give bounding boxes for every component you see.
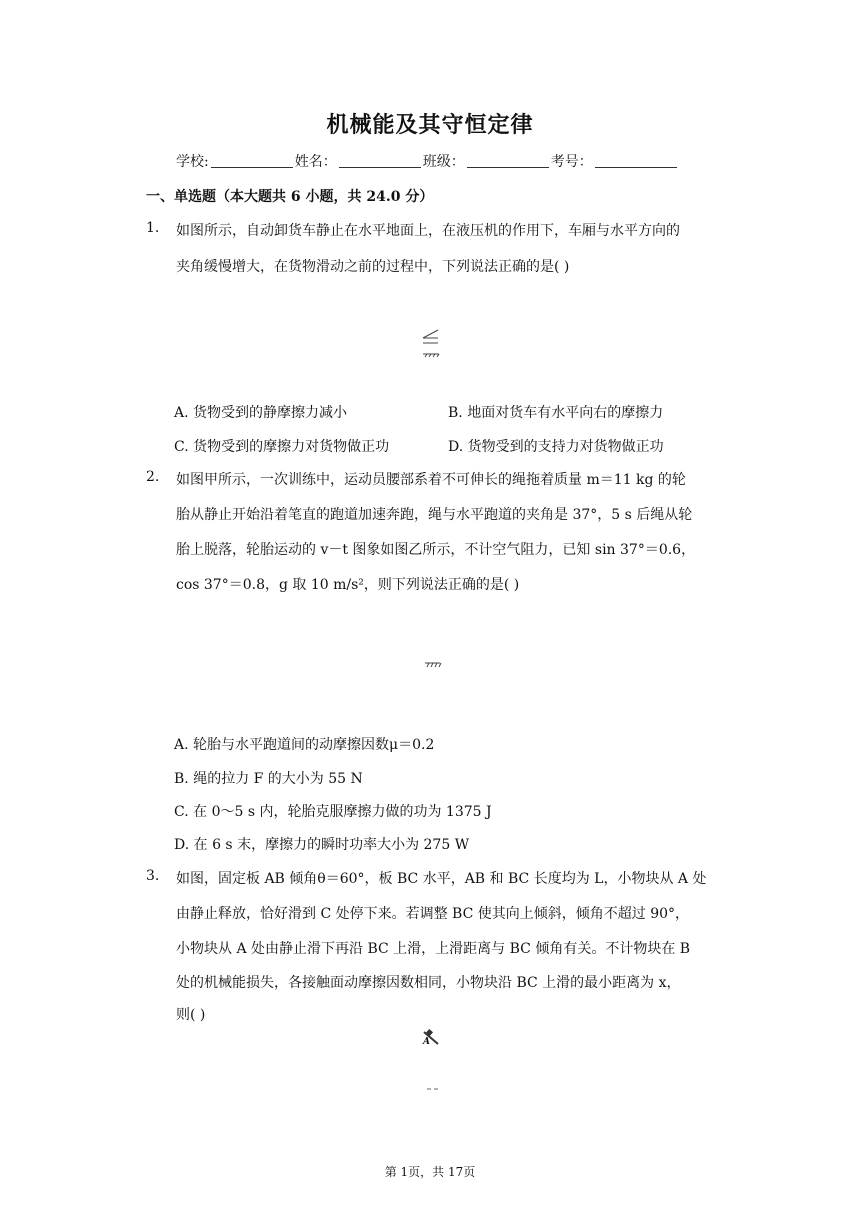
question-text-line: 如图甲所示，一次训练中，运动员腰部系着不可伸长的绳拖着质量 m＝11 kg 的轮 bbox=[176, 472, 686, 488]
question-text-line: 如图所示，自动卸货车静止在水平地面上，在液压机的作用下，车厢与水平方向的 bbox=[176, 223, 680, 239]
name-label: 姓名： bbox=[294, 154, 337, 170]
question-text-line: 则( ) bbox=[176, 1007, 206, 1023]
question-text-line: 胎从静止开始沿着笔直的跑道加速奔跑，绳与水平跑道的夹角是 37°，5 s 后绳从轮 bbox=[176, 507, 693, 523]
question-text-line: cos 37°＝0.8，g 取 10 m/s²，则下列说法正确的是( ) bbox=[176, 577, 520, 593]
class-label: 班级： bbox=[422, 154, 465, 170]
school-blank bbox=[211, 154, 293, 168]
name-blank bbox=[339, 154, 421, 168]
section-heading: 一、单选题（本大题共 6 小题，共 24.0 分） bbox=[146, 189, 434, 205]
option-b: B. 地面对货车有水平向右的摩擦力 bbox=[448, 405, 664, 421]
student-info-line bbox=[176, 151, 679, 171]
school-label: 学校: bbox=[176, 154, 209, 170]
option-a: A. 货物受到的静摩擦力减小 bbox=[174, 405, 348, 421]
question-text-line: 由静止释放，恰好滑到 C 处停下来。若调整 BC 使其向上倾斜，倾角不超过 90°， bbox=[176, 906, 690, 922]
question-text-line: 处的机械能损失，各接触面动摩擦因数相同，小物块沿 BC 上滑的最小距离为 x， bbox=[176, 975, 681, 991]
option-c: C. 在 0～5 s 内，轮胎克服摩擦力做的功为 1375 J bbox=[174, 804, 492, 820]
question-text-line: 胎上脱落，轮胎运动的 v－t 图象如图乙所示，不计空气阻力，已知 sin 37°＝0.6， bbox=[176, 542, 696, 558]
page-footer: 第 1页，共 17页 bbox=[384, 1165, 476, 1179]
exam-no-label: 考号： bbox=[550, 154, 593, 170]
option-d: D. 货物受到的支持力对货物做正功 bbox=[448, 439, 664, 455]
tire-figure-placeholder bbox=[424, 660, 442, 670]
page-title: 机械能及其守恒定律 bbox=[326, 112, 534, 138]
question-text-line: 夹角缓慢增大，在货物滑动之前的过程中，下列说法正确的是( ) bbox=[176, 259, 570, 275]
option-d: D. 在 6 s 末，摩擦力的瞬时功率大小为 275 W bbox=[174, 837, 470, 853]
option-b: B. 绳的拉力 F 的大小为 55 N bbox=[174, 771, 363, 787]
question-text-line: 如图，固定板 AB 倾角θ＝60°，板 BC 水平，AB 和 BC 长度均为 L，小物块从 A 处 bbox=[176, 871, 707, 887]
incline-figure-base bbox=[426, 1086, 440, 1092]
question-number: 3. bbox=[146, 868, 160, 884]
option-a: A. 轮胎与水平跑道间的动摩擦因数μ＝0.2 bbox=[174, 737, 435, 753]
exam-no-blank bbox=[595, 154, 677, 168]
question-text-line: 小物块从 A 处由静止滑下再沿 BC 上滑，上滑距离与 BC 倾角有关。不计物块在 B bbox=[176, 941, 691, 957]
question-number: 1. bbox=[146, 220, 160, 236]
figure-label-a: A bbox=[423, 1037, 430, 1047]
class-blank bbox=[467, 154, 549, 168]
question-number: 2. bbox=[146, 469, 160, 485]
truck-figure-placeholder bbox=[420, 326, 442, 362]
option-c: C. 货物受到的摩擦力对货物做正功 bbox=[174, 439, 390, 455]
